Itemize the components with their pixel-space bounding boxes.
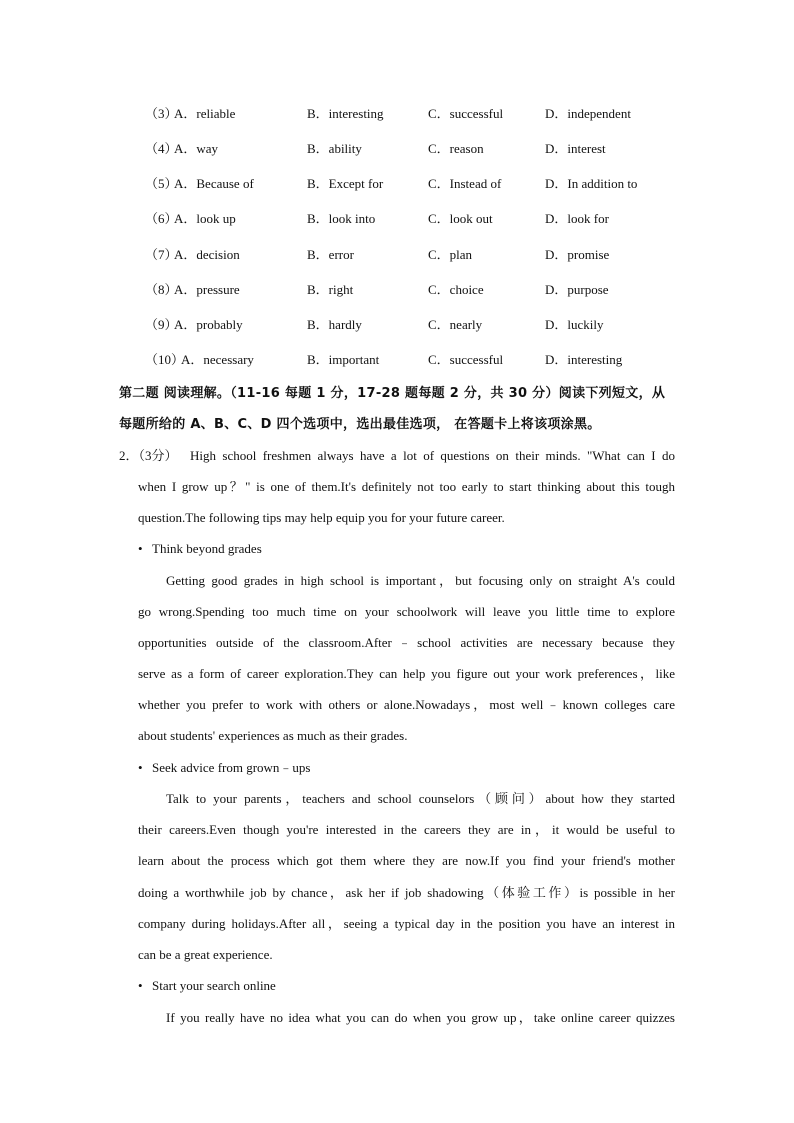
option-number: （4） xyxy=(145,141,178,156)
passage-line: whether you prefer to work with others or alone.Nowadays，most well﹣known colleges care xyxy=(138,697,675,712)
passage-line: serve as a form of career exploration.They can help you figure out your work preferences，like xyxy=(138,666,675,681)
option-b: B．ability xyxy=(307,141,362,156)
option-c: C．plan xyxy=(428,247,473,262)
option-d: D．luckily xyxy=(545,317,604,332)
option-number: （8） xyxy=(145,282,178,297)
option-d: D．independent xyxy=(545,106,631,121)
bullet-icon: • xyxy=(138,760,143,775)
passage-line: can be a great experience. xyxy=(138,947,273,962)
option-c: C．nearly xyxy=(428,317,483,332)
option-c: C．successful xyxy=(428,106,504,121)
option-d: D．interest xyxy=(545,141,606,156)
passage-line: learn about the process which got them where they are now.If you find your friend's mother xyxy=(138,853,675,868)
tip-heading: • Start your search online xyxy=(138,976,276,996)
option-b: B．Except for xyxy=(307,176,384,191)
option-a: A．reliable xyxy=(174,106,236,121)
option-a: A．way xyxy=(174,141,219,156)
bullet-icon: • xyxy=(138,978,143,993)
option-b: B．important xyxy=(307,352,380,367)
option-row xyxy=(0,245,794,265)
question-number: 2．（3分） xyxy=(119,448,178,463)
passage-line: opportunities outside of the classroom.After﹣school activities are necessary because they xyxy=(138,635,675,650)
passage-line: go wrong.Spending too much time on your schoolwork will leave you little time to explore xyxy=(138,604,675,619)
option-number: （10） xyxy=(145,352,185,367)
option-number: （6） xyxy=(145,211,178,226)
option-a: A．Because of xyxy=(174,176,254,191)
option-d: D．promise xyxy=(545,247,610,262)
option-c: C．look out xyxy=(428,211,493,226)
option-number: （5） xyxy=(145,176,178,191)
option-d: D．look for xyxy=(545,211,609,226)
passage-line: If you really have no idea what you can do when you grow up，take online career quizzes xyxy=(166,1010,675,1025)
passage-line: doing a worthwhile job by chance，ask her if job shadowing（体验工作）is possible in her xyxy=(138,885,675,900)
tip-heading: • Seek advice from grown﹣ups xyxy=(138,758,311,778)
option-b: B．right xyxy=(307,282,354,297)
option-row xyxy=(0,139,794,159)
section-heading xyxy=(119,378,675,440)
passage-line: about students' experiences as much as their grades. xyxy=(138,728,408,743)
option-b: B．hardly xyxy=(307,317,362,332)
option-d: D．purpose xyxy=(545,282,609,297)
option-row xyxy=(0,104,794,124)
option-b: B．interesting xyxy=(307,106,384,121)
option-a: A．pressure xyxy=(174,282,240,297)
passage-line: Talk to your parents，teachers and school counselors（顾问）about how they started xyxy=(166,791,675,806)
option-a: A．probably xyxy=(174,317,243,332)
passage-line: when I grow up？" is one of them.It's definitely not too early to start thinking about this tough xyxy=(138,479,675,494)
option-row xyxy=(0,174,794,194)
option-row xyxy=(0,209,794,229)
option-d: D．In addition to xyxy=(545,176,638,191)
passage-line: question.The following tips may help equip you for your future career. xyxy=(138,510,505,525)
option-number: （7） xyxy=(145,247,178,262)
bullet-icon: • xyxy=(138,541,143,556)
option-a: A．decision xyxy=(174,247,240,262)
option-c: C．choice xyxy=(428,282,484,297)
option-row xyxy=(0,350,794,370)
passage-line: Getting good grades in high school is important，but focusing only on straight A's could xyxy=(166,573,675,588)
option-number: （3） xyxy=(145,106,178,121)
option-c: C．Instead of xyxy=(428,176,502,191)
option-a: A．necessary xyxy=(181,352,254,367)
passage-line: High school freshmen always have a lot of questions on their minds. "What can I do xyxy=(190,448,675,463)
option-number: （9） xyxy=(145,317,178,332)
option-row xyxy=(0,315,794,335)
option-a: A．look up xyxy=(174,211,236,226)
section-heading-line: 第二题 阅读理解。（11-16 每题 1 分，17-28 题每题 2 分，共 30 分）阅读下列短文，从 xyxy=(119,386,666,401)
option-c: C．reason xyxy=(428,141,484,156)
option-row xyxy=(0,280,794,300)
option-c: C．successful xyxy=(428,352,504,367)
tip-heading: • Think beyond grades xyxy=(138,539,262,559)
option-d: D．interesting xyxy=(545,352,623,367)
passage-line: their careers.Even though you're interested in the careers they are in，it would be useful to xyxy=(138,822,675,837)
passage-line: company during holidays.After all，seeing a typical day in the position you have an interest in xyxy=(138,916,675,931)
option-b: B．look into xyxy=(307,211,376,226)
option-b: B．error xyxy=(307,247,354,262)
section-heading-line: 每题所给的 A、B、C、D 四个选项中，选出最佳选项， 在答题卡上将该项涂黑。 xyxy=(119,417,601,432)
